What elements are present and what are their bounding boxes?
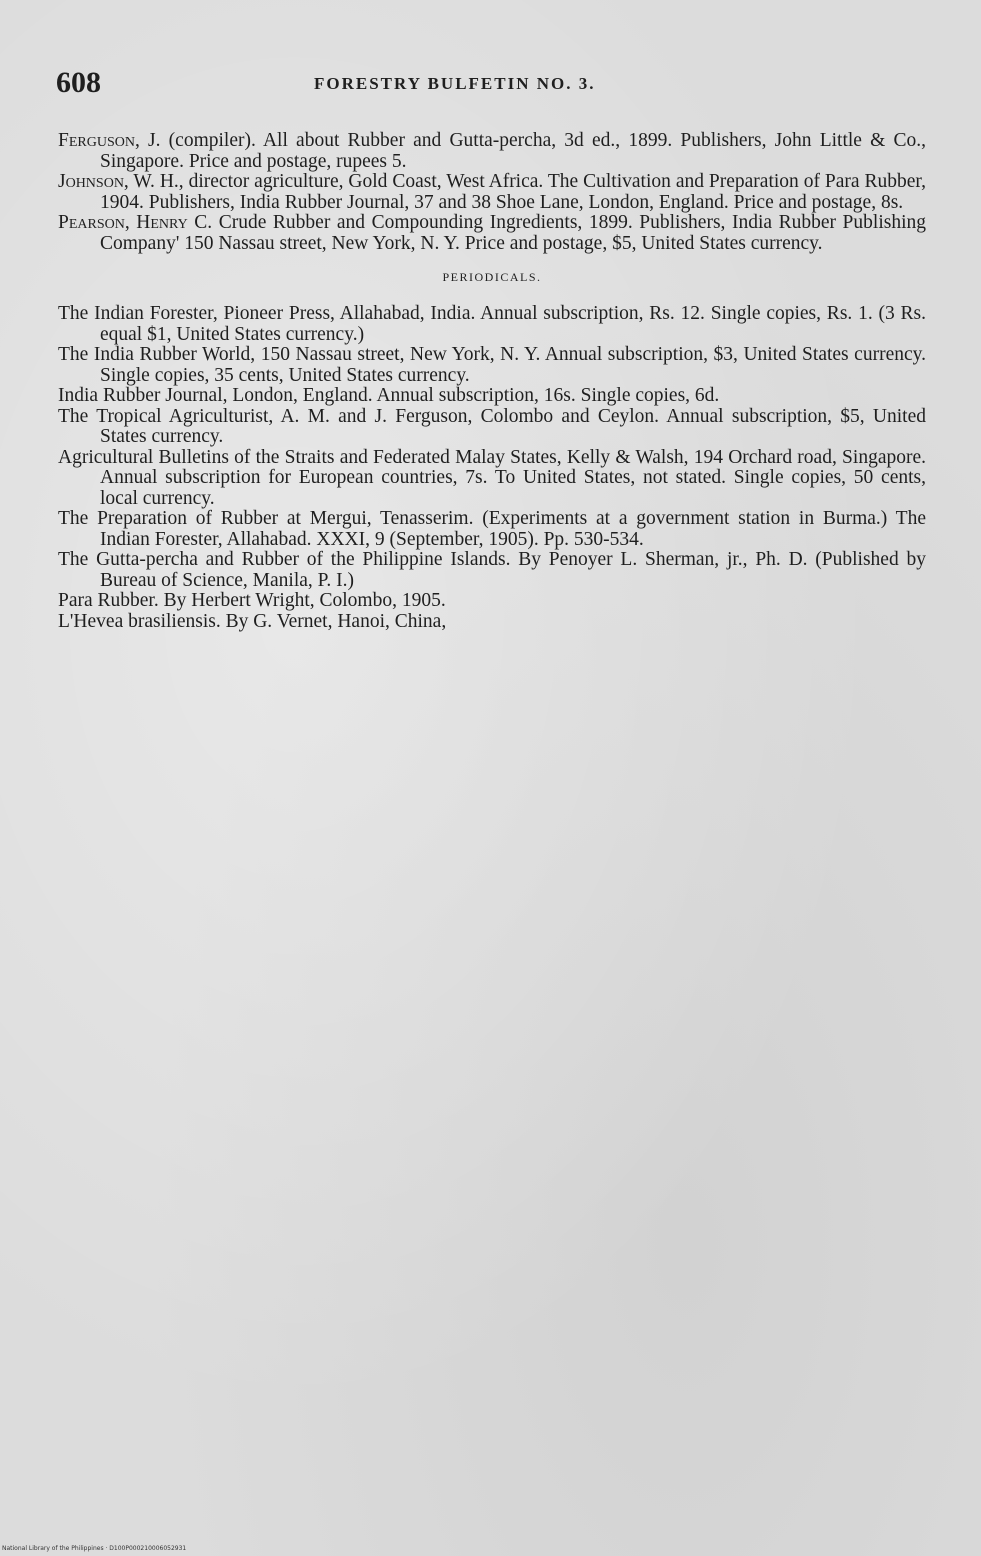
periodical-entry: The Gutta-percha and Rubber of the Philippine Islands. By Penoyer L. Sherman, jr., Ph. D. (Published by Bureau of Science, Manila, P. I.) [58, 549, 926, 591]
periodical-entry: India Rubber Journal, London, England. Annual subscription, 16s. Single copies, 6d. [58, 385, 720, 406]
periodical-entry: Para Rubber. By Herbert Wright, Colombo, 1905. [58, 590, 446, 611]
running-head: FORESTRY BULFETIN NO. 3. [314, 74, 596, 93]
book-entry [58, 172, 926, 213]
bibliography [58, 131, 926, 632]
periodical-entry: The Preparation of Rubber at Mergui, Tenasserim. (Experiments at a government station in Burma.) The Indian Forester, Allahabad. XXXI, 9 (September, 1905). Pp. 530-534. [58, 508, 926, 550]
page-header [56, 66, 926, 106]
periodicals-heading: PERIODICALS. [442, 270, 542, 284]
scan-footer: National Library of the Philippines · D100P000210006052931 [2, 1545, 187, 1552]
book-entry [58, 213, 926, 254]
page-number: 608 [56, 66, 101, 99]
book-entry [58, 131, 926, 172]
periodical-entry: L'Hevea brasiliensis. By G. Vernet, Hanoi, China, [58, 610, 447, 632]
periodical-entry: The Indian Forester, Pioneer Press, Allahabad, India. Annual subscription, Rs. 12. Single copies, Rs. 1. (3 Rs. equal $1, United States currency.) [58, 303, 926, 345]
entry-author: Johnson, W. H. [58, 171, 179, 192]
entry-text: , director agriculture, Gold Coast, West Africa. The Cultivation and Preparation of Para Rubber, 1904. Publishers, India Rubber Journal, 37 and 38 Shoe Lane, London, England. Price and postage, 8s. [100, 171, 926, 213]
periodical-entry: The Tropical Agriculturist, A. M. and J. Ferguson, Colombo and Ceylon. Annual subscription, $5, United States currency. [58, 405, 926, 447]
entry-text: (compiler). All about Rubber and Gutta-percha, 3d ed., 1899. Publishers, John Little & Co., Singapore. Price and postage, rupees 5. [100, 130, 926, 172]
periodical-entry: Agricultural Bulletins of the Straits and Federated Malay States, Kelly & Walsh, 194 Orchard road, Singapore. Annual subscription for European countries, 7s. To United States, not stated. Single copies, 50 cents, local currency. [58, 446, 926, 509]
entry-author: Pearson, Henry C. [58, 212, 213, 233]
entry-author: Ferguson, J. [58, 130, 161, 151]
periodical-entry: The India Rubber World, 150 Nassau street, New York, N. Y. Annual subscription, $3, United States currency. Single copies, 35 cents, United States currency. [58, 344, 926, 386]
entry-text: Crude Rubber and Compounding Ingredients, 1899. Publishers, India Rubber Publishing Company' 150 Nassau street, New York, N. Y. Price and postage, $5, United States currency. [100, 212, 926, 254]
